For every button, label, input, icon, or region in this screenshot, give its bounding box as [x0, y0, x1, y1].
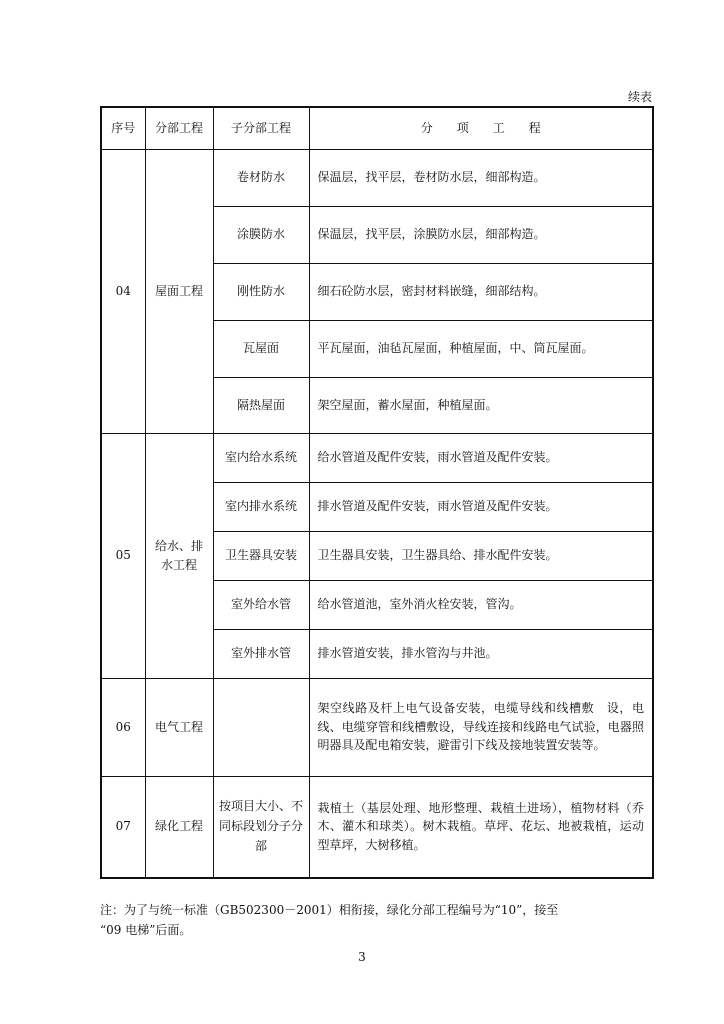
subdivision-cell: 室内排水系统: [213, 482, 309, 531]
subdivision-cell: 按项目大小、不同标段划分子分部: [213, 776, 309, 878]
continued-label: 续表: [628, 90, 653, 104]
page-number: 3: [358, 950, 366, 964]
seq-cell: 05: [101, 433, 145, 678]
items-cell: 平瓦屋面，油毡瓦屋面，种植屋面，中、筒瓦屋面。: [309, 320, 653, 377]
header-items: 分 项 工 程: [309, 107, 653, 149]
seq-cell: 07: [101, 776, 145, 878]
table-row: [101, 433, 653, 482]
items-cell: 排水管道安装，排水管沟与井池。: [309, 629, 653, 678]
footnote-line-2: “09 电梯”后面。: [100, 923, 192, 937]
table-row: [101, 678, 653, 776]
footnote: [100, 900, 660, 940]
division-cell: 屋面工程: [145, 149, 213, 433]
seq-cell: 06: [101, 678, 145, 776]
header-row: [101, 107, 653, 149]
subdivision-cell: 室内给水系统: [213, 433, 309, 482]
subdivision-cell: 隔热屋面: [213, 377, 309, 433]
table-row: [101, 776, 653, 878]
subdivision-cell: 室外给水管: [213, 580, 309, 629]
subdivision-cell: 卷材防水: [213, 149, 309, 206]
division-cell: 绿化工程: [145, 776, 213, 878]
subdivision-cell: 瓦屋面: [213, 320, 309, 377]
items-cell: 排水管道及配件安装，雨水管道及配件安装。: [309, 482, 653, 531]
table-row: [101, 149, 653, 206]
items-cell: 卫生器具安装，卫生器具给、排水配件安装。: [309, 531, 653, 580]
division-cell: 电气工程: [145, 678, 213, 776]
subdivision-cell: 室外排水管: [213, 629, 309, 678]
footnote-line-1: 注：为了与统一标准（GB502300－2001）相衔接，绿化分部工程编号为“10”，接至: [100, 903, 559, 917]
items-cell: 架空线路及杆上电气设备安装，电缆导线和线槽敷 设，电线、电缆穿管和线槽敷设，导线连接和线路电气试验，电器照明器具及配电箱安装，避雷引下线及接地装置安装等。: [309, 678, 653, 776]
header-subdivision: 子分部工程: [213, 107, 309, 149]
work-division-table: [100, 106, 654, 879]
items-cell: 保温层，找平层，卷材防水层，细部构造。: [309, 149, 653, 206]
header-division: 分部工程: [145, 107, 213, 149]
items-cell: 保温层，找平层，涂膜防水层，细部构造。: [309, 206, 653, 263]
division-cell: 给水、排水工程: [145, 433, 213, 678]
items-cell: 给水管道及配件安装，雨水管道及配件安装。: [309, 433, 653, 482]
header-seq: 序号: [101, 107, 145, 149]
subdivision-cell: [213, 678, 309, 776]
items-cell: 栽植土（基层处理、地形整理、栽植土进场），植物材料（乔木、灌木和球类）。树木栽植。草坪、花坛、地被栽植，运动型草坪，大树移植。: [309, 776, 653, 878]
items-cell: 细石砼防水层，密封材料嵌缝，细部结构。: [309, 263, 653, 320]
items-cell: 架空屋面，蓄水屋面，种植屋面。: [309, 377, 653, 433]
subdivision-cell: 刚性防水: [213, 263, 309, 320]
seq-cell: 04: [101, 149, 145, 433]
items-cell: 给水管道池，室外消火栓安装，管沟。: [309, 580, 653, 629]
subdivision-cell: 涂膜防水: [213, 206, 309, 263]
subdivision-cell: 卫生器具安装: [213, 531, 309, 580]
